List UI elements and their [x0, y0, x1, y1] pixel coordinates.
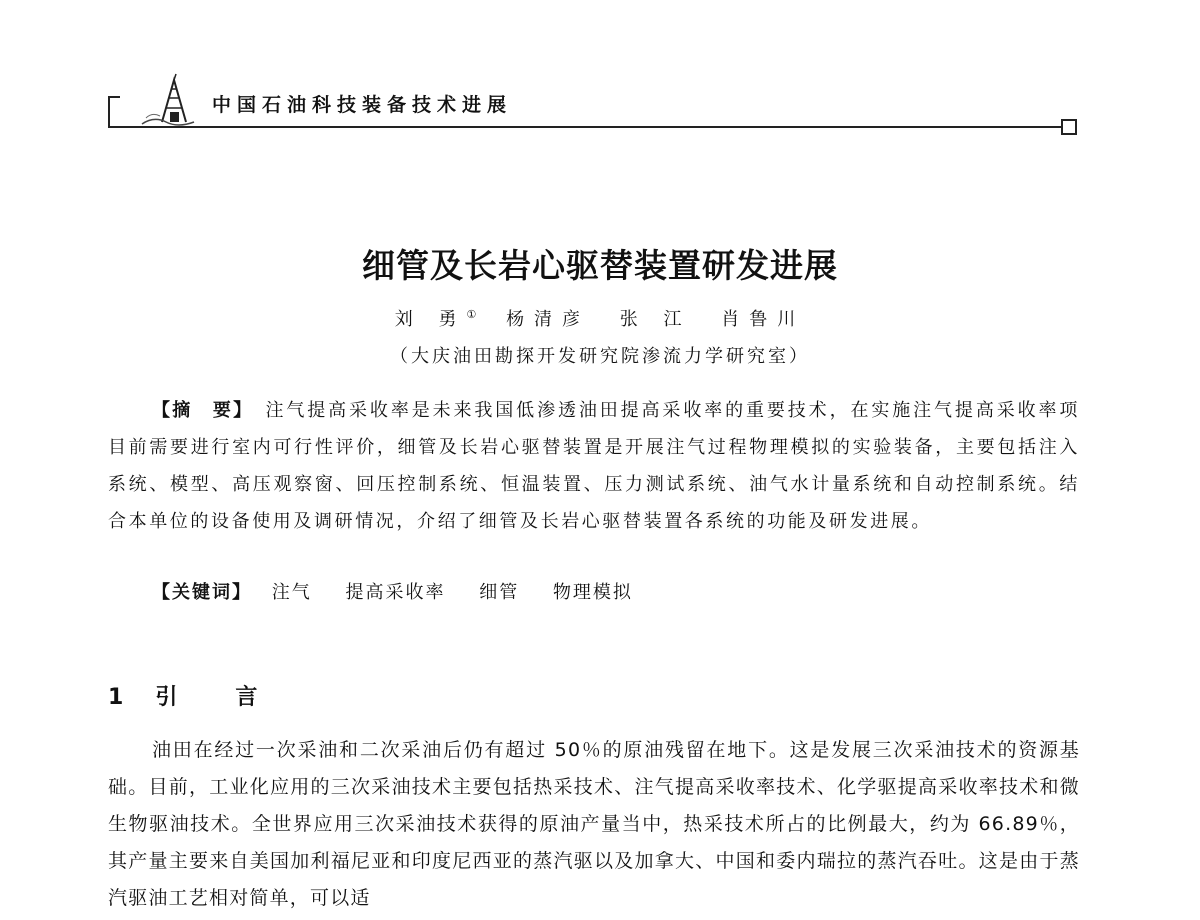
- paper-title: 细管及长岩心驱替装置研发进展: [362, 246, 838, 285]
- author-footnote-mark: ①: [466, 308, 477, 321]
- header-corner-mark: [108, 96, 120, 126]
- author: 肖鲁川: [721, 309, 806, 330]
- header-rule-end-box: [1061, 119, 1077, 135]
- abstract-label: 【摘 要】: [152, 400, 254, 421]
- section-body-paragraph: 油田在经过一次采油和二次采油后仍有超过 50％的原油残留在地下。这是发展三次采油技术的资源基础。目前，工业化应用的三次采油技术主要包括热采技术、注气提高采收率技术、化学驱提高采收率技术和微生物驱油技术。全世界应用三次采油技术获得的原油产量当中，热采技术所占的比例最大，约为 66.89％，其产量主要来自美国加利福尼亚和印度尼西亚的蒸汽驱以及加拿大、中国和委内瑞拉的蒸汽吞吐。这是由于蒸汽驱油工艺相对简单，可以适: [108, 739, 1080, 909]
- author: 杨清彦: [506, 309, 591, 330]
- keyword: 物理模拟: [552, 582, 633, 603]
- keyword: 提高采收率: [345, 582, 446, 603]
- keywords: [152, 578, 659, 604]
- affiliation: （大庆油田勘探开发研究院渗流力学研究室）: [390, 346, 810, 367]
- header-rule: [108, 126, 1063, 128]
- section-number: 1: [108, 685, 124, 710]
- oil-derrick-logo-icon: [140, 72, 196, 128]
- section-title: 引言: [155, 685, 316, 710]
- section-heading: [108, 680, 315, 711]
- keyword: 细管: [479, 582, 520, 603]
- journal-title: 中国石油科技装备技术进展: [212, 94, 513, 116]
- author: 刘 勇①: [394, 308, 477, 330]
- abstract: [108, 392, 1080, 540]
- keyword: 注气: [271, 582, 312, 603]
- author: 张 江: [619, 309, 692, 330]
- abstract-text: 注气提高采收率是未来我国低渗透油田提高采收率的重要技术，在实施注气提高采收率项目前需要进行室内可行性评价，细管及长岩心驱替装置是开展注气过程物理模拟的实验装备，主要包括注入系统、模型、高压观察窗、回压控制系统、恒温装置、压力测试系统、油气水计量系统和自动控制系统。结合本单位的设备使用及调研情况，介绍了细管及长岩心驱替装置各系统的功能及研发进展。: [108, 400, 1080, 532]
- keywords-label: 【关键词】: [152, 582, 252, 603]
- author-list: [0, 305, 1200, 331]
